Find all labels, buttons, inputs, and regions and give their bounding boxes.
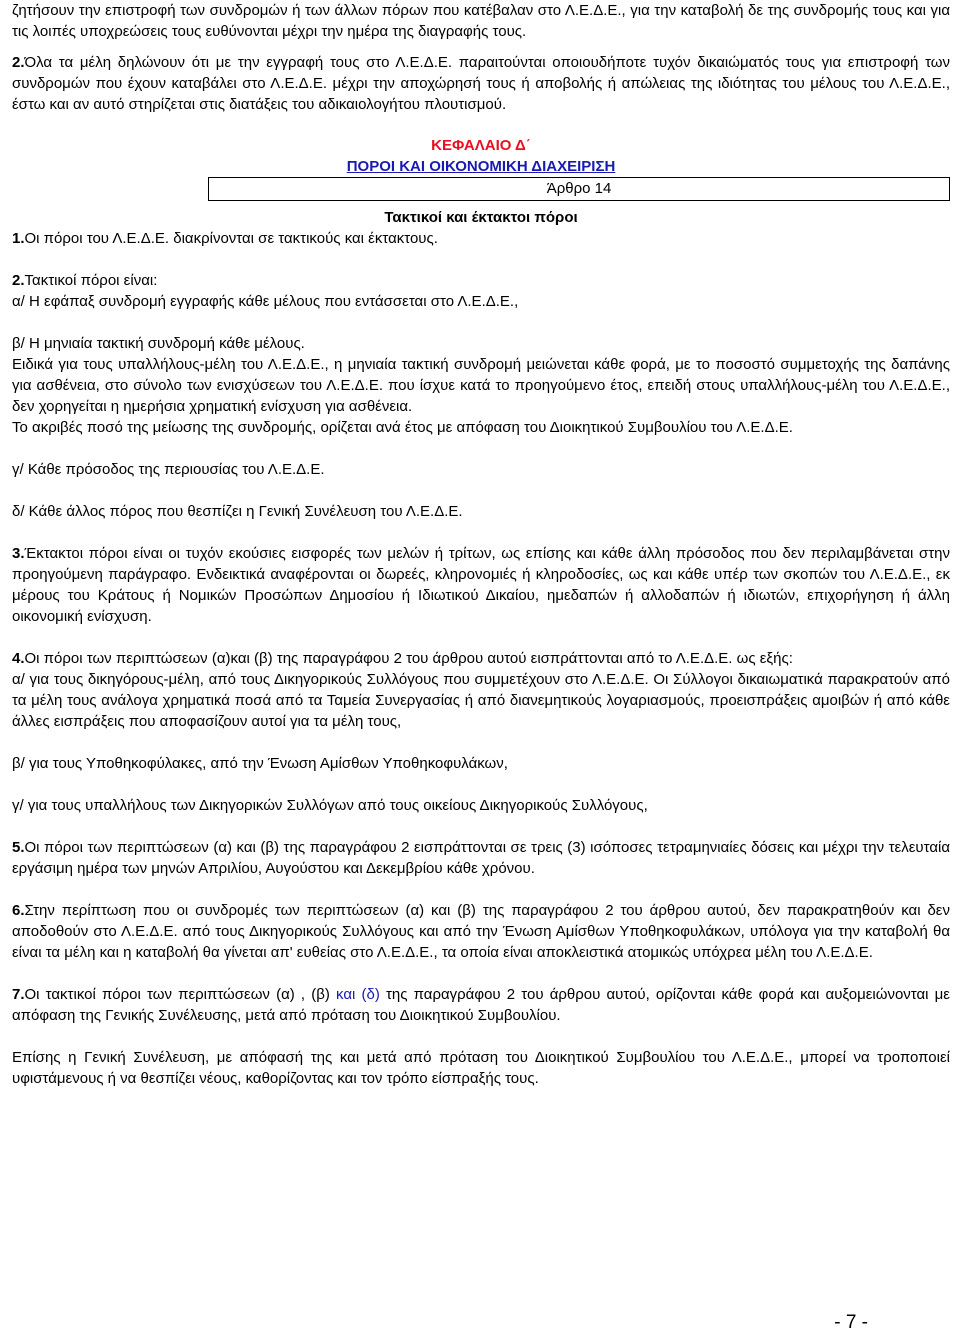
paragraph-text-end: της παραγράφου 2 του άρθρου αυτού, ορίζονται κάθε φορά και αυξομειώνονται με απόφαση της Γενικής Συνέλευσης, μετά από πρόταση του Διοικητικού Συμβουλίου.	[12, 986, 950, 1024]
paragraph-number: 2.	[12, 272, 25, 289]
article-title: Τακτικοί και έκτακτοι πόροι	[384, 209, 578, 226]
item-b-detail: Ειδικά για τους υπαλλήλους-μέλη του Λ.Ε.Δ.Ε., η μηνιαία τακτική συνδρομή μειώνεται κάθε φορά, με το ποσοστό συμμετοχής της δαπάνης για ασθένεια, στο σύνολο των ενισχύσεων του Λ.Ε.Δ.Ε. που ίσχυε κατά το προηγούμενο έτος, επειδή στους υπαλλήλους-μέλη του Λ.Ε.Δ.Ε., δεν χορηγείται η ημερήσια χρηματική ενίσχυση για ασθένεια.	[12, 356, 950, 415]
item-b-detail-2: Το ακριβές ποσό της μείωσης της συνδρομής, ορίζεται ανά έτος με απόφαση του Διοικητικού Συμβουλίου του Λ.Ε.Δ.Ε.	[12, 419, 793, 436]
article-paragraph-2	[12, 270, 950, 291]
paragraph-number: 4.	[12, 650, 25, 667]
article-heading-box: Άρθρο 14	[208, 177, 950, 201]
paragraph-text-start: Οι τακτικοί πόροι των περιπτώσεων (α) , (β)	[24, 986, 336, 1003]
item-c: γ/ Κάθε πρόσοδος της περιουσίας του Λ.Ε.Δ.Ε.	[12, 461, 325, 478]
article-paragraph-7	[12, 984, 950, 1026]
article-paragraph-3	[12, 543, 950, 627]
chapter-subtitle: ΠΟΡΟΙ ΚΑΙ ΟΙΚΟΝΟΜΙΚΗ ΔΙΑΧΕΙΡΙΣΗ	[346, 158, 616, 175]
chapter-title: ΚΕΦΑΛΑΙΟ Δ΄	[431, 137, 531, 154]
article-paragraph-5	[12, 837, 950, 879]
item-4c: γ/ για τους υπαλλήλους των Δικηγορικών Συλλόγων από τους οικείους Δικηγορικούς Συλλόγους,	[12, 797, 648, 814]
paragraph-text: Τακτικοί πόροι είναι:	[24, 272, 158, 289]
paragraph-number: 6.	[12, 902, 25, 919]
page-number: - 7 -	[834, 1312, 868, 1333]
paragraph-text: Οι πόροι των περιπτώσεων (α) και (β) της παραγράφου 2 εισπράττονται σε τρεις (3) ισόποσες τετραμηνιαίες δόσεις και μέχρι την τελευταία εργάσιμη ημέρα των μηνών Απριλίου, Αυγούστου και Δεκεμβρίου κάθε χρόνου.	[12, 839, 950, 877]
article-paragraph-8: Επίσης η Γενική Συνέλευση, με απόφασή της και μετά από πρόταση του Διοικητικού Συμβουλίου του Λ.Ε.Δ.Ε., μπορεί να τροποποιεί υφιστάμενους ή να θεσπίζει νέους, καθορίζοντας και τον τρόπο είσπραξής τους.	[12, 1049, 950, 1087]
article-paragraph-4	[12, 648, 950, 669]
item-b: β/ Η μηνιαία τακτική συνδρομή κάθε μέλους.	[12, 335, 305, 352]
paragraph-number: 7.	[12, 986, 25, 1003]
intro-paragraph: ζητήσουν την επιστροφή των συνδρομών ή των άλλων πόρων που κατέβαλαν στο Λ.Ε.Δ.Ε., για την καταβολή δε της συνδρομής τους και για τις λοιπές υποχρεώσεις τους ευθύνονται μέχρι την ημέρα της διαγραφής τους.	[12, 2, 950, 40]
paragraph-2	[12, 52, 950, 115]
paragraph-number: 3.	[12, 545, 25, 562]
item-d: δ/ Κάθε άλλος πόρος που θεσπίζει η Γενική Συνέλευση του Λ.Ε.Δ.Ε.	[12, 503, 463, 520]
item-4a: α/ για τους δικηγόρους-μέλη, από τους Δικηγορικούς Συλλόγους που συμμετέχουν στο Λ.Ε.Δ.Ε. Οι Σύλλογοι δικαιωματικά παρακρατούν από τα μέλη τους ανάλογα χρηματικά ποσά από τα Ταμεία Συνεργασίας ή από διανεμητικούς λογαριασμούς, προεισπράξεις αμοιβών ή από κάθε άλλες εισπράξεις που αποφασίζουν αυτοί για τα μέλη τους,	[12, 671, 950, 730]
item-a: α/ Η εφάπαξ συνδρομή εγγραφής κάθε μέλους που εντάσσεται στο Λ.Ε.Δ.Ε.,	[12, 293, 519, 310]
paragraph-text: Οι πόροι των περιπτώσεων (α)και (β) της παραγράφου 2 του άρθρου αυτού εισπράττονται από το Λ.Ε.Δ.Ε. ως εξής:	[24, 650, 793, 667]
paragraph-number: 5.	[12, 839, 25, 856]
article-paragraph-1	[12, 228, 950, 249]
paragraph-text: Όλα τα μέλη δηλώνουν ότι με την εγγραφή τους στο Λ.Ε.Δ.Ε. παραιτούνται οποιουδήποτε τυχόν δικαιώματός τους για επιστροφή των συνδρομών που έχουν καταβάλει στο Λ.Ε.Δ.Ε. μέχρι την αποχώρησή τους ή αποβολής ή απώλειας της ιδιότητας του μέλους του Λ.Ε.Δ.Ε., έστω και αν αυτό στηρίζεται στις διατάξεις του αδικαιολογήτου πλουτισμού.	[12, 54, 950, 113]
paragraph-number: 2.	[12, 54, 25, 71]
paragraph-text: Οι πόροι του Λ.Ε.Δ.Ε. διακρίνονται σε τακτικούς και έκτακτους.	[24, 230, 438, 247]
paragraph-text: Στην περίπτωση που οι συνδρομές των περιπτώσεων (α) και (β) της παραγράφου 2 του άρθρου αυτού, δεν παρακρατηθούν και δεν αποδοθούν στο Λ.Ε.Δ.Ε. από τους Δικηγορικούς Συλλόγους και από την Ένωση Αμίσθων Υποθηκοφυλάκων, υπόλογα για την καταβολή θα είναι τα μέλη και η καταβολή θα γίνεται απ' ευθείας στο Λ.Ε.Δ.Ε., τα οποία είναι αποκλειστικά ατομικώς υπόχρεα μέλη του Λ.Ε.Δ.Ε.	[12, 902, 950, 961]
paragraph-text: Έκτακτοι πόροι είναι οι τυχόν εκούσιες εισφορές των μελών ή τρίτων, ως επίσης και κάθε άλλη πρόσοδος που δεν περιλαμβάνεται στην προηγούμενη παράγραφο. Ενδεικτικά αναφέρονται οι δωρεές, κληρονομιές ή κληροδοσίες, ως και κάθε υπέρ των σκοπών του Λ.Ε.Δ.Ε., εκ μέρους του Κράτους ή Νομικών Προσώπων Δημοσίου ή Ιδιωτικού Δικαίου, ημεδαπών ή αλλοδαπών ή ιδιωτών, επιχορήγηση ή άλλη οικονομική ενίσχυση.	[12, 545, 950, 625]
highlighted-text: και (δ)	[336, 986, 380, 1003]
article-paragraph-6	[12, 900, 950, 963]
document-content	[12, 0, 950, 1089]
paragraph-number: 1.	[12, 230, 25, 247]
item-4b: β/ για τους Υποθηκοφύλακες, από την Ένωση Αμίσθων Υποθηκοφυλάκων,	[12, 755, 508, 772]
